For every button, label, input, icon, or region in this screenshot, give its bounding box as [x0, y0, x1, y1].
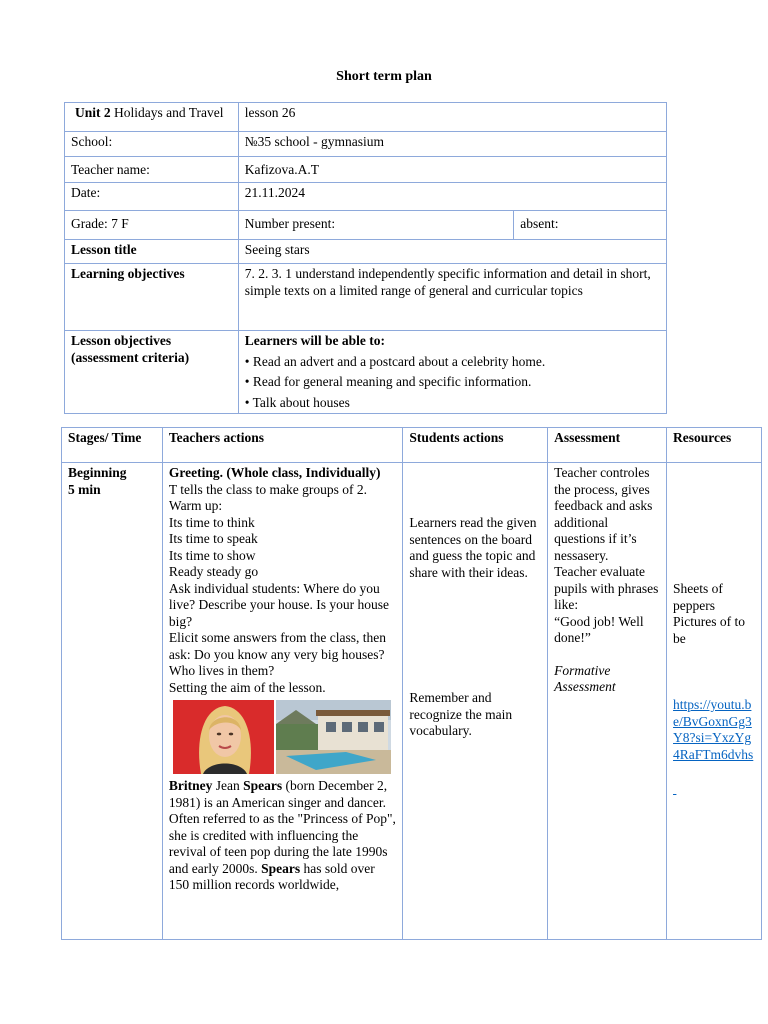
column-header-teachers-actions: Teachers actions — [162, 428, 403, 463]
teacher-line: Warm up: — [168, 498, 223, 513]
teacher-line: Elicit some answers from the class, then ask: Do you know any very big houses? Who lives in them? — [168, 630, 386, 678]
resource-text-1: Sheets of peppers — [673, 581, 723, 613]
learning-objectives-value: 7. 2. 3. 1 understand independently specific information and detail in short, simple texts on a limited range of general and curricular topics — [238, 264, 666, 331]
bio-text: (born December 2, 1981) is an American singer and dancer. Often referred to as the "Princess of Pop", she is credited with influencing the revival of teen pop during the late 1990s and early 2000s. — [168, 778, 396, 876]
teacher-label: Teacher name: — [65, 157, 239, 183]
bio-surname: Spears — [261, 860, 301, 876]
header-table — [64, 102, 667, 414]
absent-label: absent: — [514, 211, 667, 240]
assessment-text-1: Teacher controles the process, gives feedback and asks additional questions if it’s nessasery. — [554, 465, 653, 563]
unit-cell — [65, 103, 239, 132]
formative-assessment: Formative Assessment — [554, 662, 616, 694]
objective-item: • Read an advert and a postcard about a celebrity home. — [244, 353, 546, 369]
lesson-objectives-value — [238, 331, 666, 414]
teacher-line: Ask individual students: Where do you live? Describe your house. Is your house big? — [168, 580, 389, 629]
lesson-objectives-label: Lesson objectives (assessment criteria) — [65, 331, 239, 414]
assessment-cell — [548, 463, 667, 940]
teachers-actions-cell — [162, 463, 403, 940]
column-header-students-actions: Students actions — [403, 428, 548, 463]
learning-objectives-label: Learning objectives — [65, 264, 239, 331]
lesson-title-value: Seeing stars — [238, 240, 666, 264]
objective-item: • Talk about houses — [244, 394, 350, 410]
lesson-plan-table — [61, 427, 762, 940]
teacher-line: T tells the class to make groups of 2. — [168, 481, 367, 497]
students-action-1: Learners read the given sentences on the board and guess the topic and share with their ideas. — [409, 515, 537, 580]
empty-link[interactable] — [673, 781, 755, 798]
teacher-line: Its time to speak — [168, 531, 258, 546]
britney-spears-photo — [173, 700, 274, 774]
students-action-2: Remember and recognize the main vocabulary. — [409, 690, 513, 738]
date-label: Date: — [65, 183, 239, 211]
teacher-line: Setting the aim of the lesson. — [168, 679, 326, 695]
students-actions-cell — [403, 463, 548, 940]
teacher-line: Ready steady go — [168, 564, 259, 579]
column-header-assessment: Assessment — [548, 428, 667, 463]
bio-name: Britney — [168, 778, 213, 793]
resource-text-2: Pictures of to be — [673, 614, 746, 646]
teacher-line: Its time to think — [168, 514, 255, 530]
lesson-title-label: Lesson title — [65, 240, 239, 264]
celebrity-house-photo — [276, 700, 391, 774]
resources-cell — [667, 463, 762, 940]
school-label: School: — [65, 132, 239, 157]
column-header-resources: Resources — [667, 428, 762, 463]
unit-label: Unit 2 — [75, 105, 111, 120]
unit-text: Holidays and Travel — [110, 105, 224, 120]
date-value: 21.11.2024 — [238, 183, 666, 211]
school-value: №35 school - gymnasium — [238, 132, 666, 157]
stage-name: Beginning — [68, 465, 127, 480]
assessment-text-3: “Good job! Well done!” — [554, 613, 644, 645]
teacher-value: Kafizova.A.T — [238, 157, 666, 183]
stage-time: 5 min — [68, 481, 101, 497]
present-label: Number present: — [238, 211, 513, 240]
document-title: Short term plan — [336, 69, 432, 84]
lesson-images — [169, 700, 397, 776]
britney-bio — [169, 778, 397, 894]
column-header-stages: Stages/ Time — [62, 428, 163, 463]
objective-item: • Read for general meaning and specific information. — [244, 374, 532, 389]
youtube-link[interactable]: https://youtu.be/BvGoxnGg3Y8?si=YxzYg4RaFTm6dvhs — [673, 697, 754, 762]
bio-text: has sold over 150 million records worldwide, — [168, 860, 375, 892]
lesson-objectives-intro: Learners will be able to: — [244, 333, 385, 348]
assessment-text-2: Teacher evaluate pupils with phrases like: — [554, 564, 659, 612]
bio-surname: Spears — [243, 778, 283, 793]
greeting: Greeting. (Whole class, Individually) — [168, 465, 381, 480]
stage-cell — [62, 463, 163, 940]
grade-label: Grade: 7 F — [65, 211, 239, 240]
bio-middle-name: Jean — [212, 778, 244, 793]
teacher-line: Its time to show — [168, 547, 256, 563]
lesson-number: lesson 26 — [238, 103, 666, 132]
